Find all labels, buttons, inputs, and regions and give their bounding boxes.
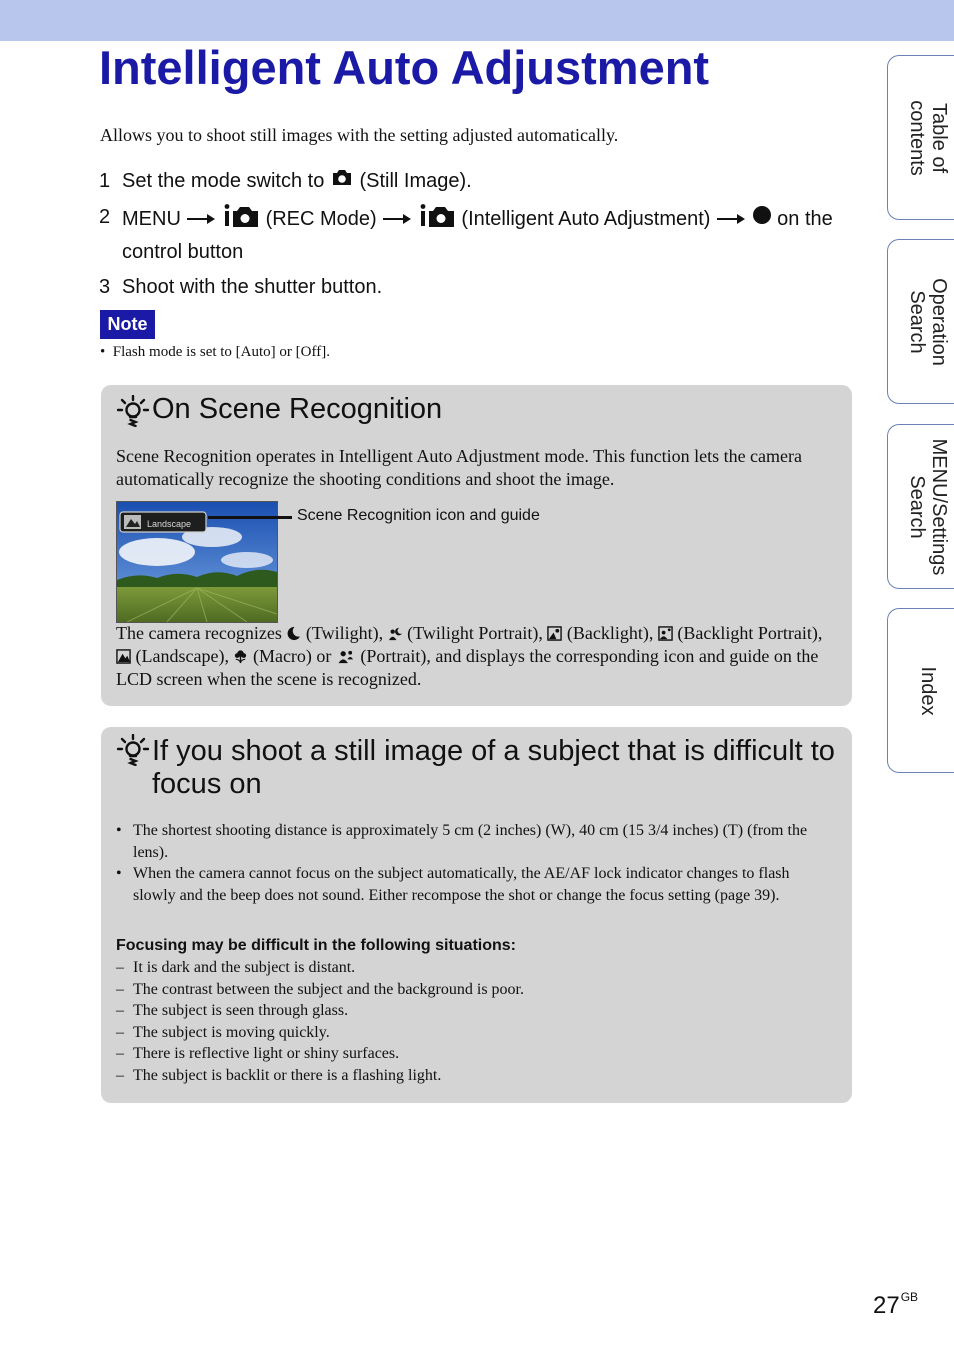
step-3 — [99, 272, 859, 302]
bullet-text: When the camera cannot focus on the subject automatically, the AE/AF lock indicator changes to flash slowly and the beep does not sound. Either recompose the shot or change the focus setting (page 39). — [133, 865, 790, 904]
scene-text-part: (Twilight), — [305, 623, 384, 643]
step-text: on the control button — [122, 207, 833, 263]
scene-recognition-box — [101, 385, 852, 706]
list-item: – The subject is seen through glass. — [116, 1002, 349, 1020]
list-item: – The contrast between the subject and the background is poor. — [116, 980, 524, 998]
scene-text-part: (Macro) or — [252, 646, 332, 666]
tab-label: Table of contents — [905, 99, 950, 176]
list-item: – The subject is moving quickly. — [116, 1023, 330, 1041]
intelligent-auto-icon — [418, 202, 456, 237]
situation-text: There is reflective light or shiny surfaces. — [133, 1045, 400, 1063]
step-number: 3 — [99, 275, 111, 298]
scene-text-part: (Backlight Portrait), — [677, 623, 823, 643]
list-item: • The shortest shooting distance is approximately 5 cm (2 inches) (W), 40 cm (15 3/4 inches) (T) (from the lens). — [116, 822, 808, 861]
backlight-icon — [547, 626, 562, 641]
arrow-right-icon — [186, 204, 216, 234]
page-number — [873, 1290, 918, 1320]
step-text: (Still Image). — [359, 170, 472, 192]
bullet-text: The shortest shooting distance is approximately 5 cm (2 inches) (W), 40 cm (15 3/4 inches) (T) (from the lens). — [133, 822, 808, 861]
steps-list — [99, 166, 859, 307]
situations-list — [116, 957, 821, 1087]
tab-operation-search[interactable] — [887, 239, 954, 404]
tab-index[interactable] — [887, 608, 954, 773]
situation-text: It is dark and the subject is distant. — [133, 959, 356, 976]
still-camera-icon — [330, 167, 354, 197]
step-text: Shoot with the shutter button. — [122, 275, 383, 298]
page-number-suffix: GB — [900, 1290, 919, 1304]
backlight-portrait-icon — [658, 626, 673, 641]
scene-text-part: (Landscape), — [135, 646, 229, 666]
situation-text: The subject is moving quickly. — [133, 1023, 330, 1041]
tab-table-of-contents[interactable] — [887, 55, 954, 220]
center-button-icon — [752, 204, 772, 234]
situation-text: The subject is seen through glass. — [133, 1002, 349, 1020]
header-band — [0, 0, 954, 41]
twilight-icon — [286, 626, 301, 641]
list-item: • When the camera cannot focus on the subject automatically, the AE/AF lock indicator changes to flash slowly and the beep does not sound. Either recompose the shot or change the focus setting (page 39). — [116, 865, 790, 904]
focus-tip-box — [101, 727, 852, 1103]
rec-mode-label: (REC Mode) — [265, 207, 377, 230]
guide-leader-line — [208, 516, 292, 519]
page-title: Intelligent Auto Adjustment — [99, 41, 710, 94]
step-2 — [99, 202, 859, 267]
step-text: Set the mode switch to — [122, 170, 325, 192]
tab-label: Index — [916, 666, 939, 715]
tab-menu-settings-search[interactable] — [887, 424, 954, 589]
macro-icon — [233, 649, 248, 664]
scene-list-text — [116, 622, 836, 691]
tab-label: MENU/Settings Search — [905, 438, 950, 575]
menu-label: MENU — [122, 207, 181, 230]
tab-label: Operation Search — [905, 277, 950, 366]
scene-text-part: The camera recognizes — [116, 623, 282, 643]
hint-bulb-icon — [117, 395, 149, 432]
note-text: • Flash mode is set to [Auto] or [Off]. — [100, 344, 330, 360]
twilight-portrait-icon — [388, 626, 403, 641]
photo-guide-label: Landscape — [147, 519, 192, 529]
intelligent-auto-icon — [222, 202, 260, 237]
landscape-icon — [116, 649, 131, 664]
step-number: 1 — [99, 170, 111, 192]
situations-heading: Focusing may be difficult in the following situations: — [116, 937, 516, 954]
scene-box-body: Scene Recognition operates in Intelligent Auto Adjustment mode. This function lets the camera automatically recognize the shooting conditions and shoot the image. — [116, 446, 803, 489]
intro-text: Allows you to shoot still images with the setting adjusted automatically. — [100, 125, 619, 145]
step-number: 2 — [99, 205, 111, 228]
hint-bulb-icon — [117, 734, 149, 771]
intelligent-label: (Intelligent Auto Adjustment) — [461, 207, 711, 230]
scene-text-part: (Twilight Portrait), — [407, 623, 543, 643]
focus-bullets — [116, 820, 821, 906]
portrait-icon — [336, 649, 356, 664]
situation-text: The contrast between the subject and the background is poor. — [133, 980, 524, 998]
situation-text: The subject is backlit or there is a flashing light. — [133, 1066, 442, 1084]
landscape-screen-photo — [116, 501, 278, 623]
list-item: – It is dark and the subject is distant. — [116, 959, 356, 976]
arrow-right-icon — [382, 204, 412, 234]
focus-box-title: If you shoot a still image of a subject that is difficult to focus on — [152, 735, 835, 800]
list-item: – There is reflective light or shiny surfaces. — [116, 1045, 400, 1063]
guide-caption: Scene Recognition icon and guide — [297, 507, 540, 524]
arrow-right-icon — [716, 204, 746, 234]
step-1 — [99, 166, 859, 197]
scene-box-title: On Scene Recognition — [152, 393, 443, 425]
list-item: – The subject is backlit or there is a flashing light. — [116, 1066, 442, 1084]
page-number-value: 27 — [873, 1292, 900, 1319]
note-badge: Note — [100, 310, 155, 339]
note-body: Flash mode is set to [Auto] or [Off]. — [112, 344, 330, 360]
scene-text-part: (Backlight), — [566, 623, 654, 643]
scene-text-part: (Portrait), and displays the corresponding icon and guide on the LCD screen when the scene is recognized. — [116, 646, 819, 689]
